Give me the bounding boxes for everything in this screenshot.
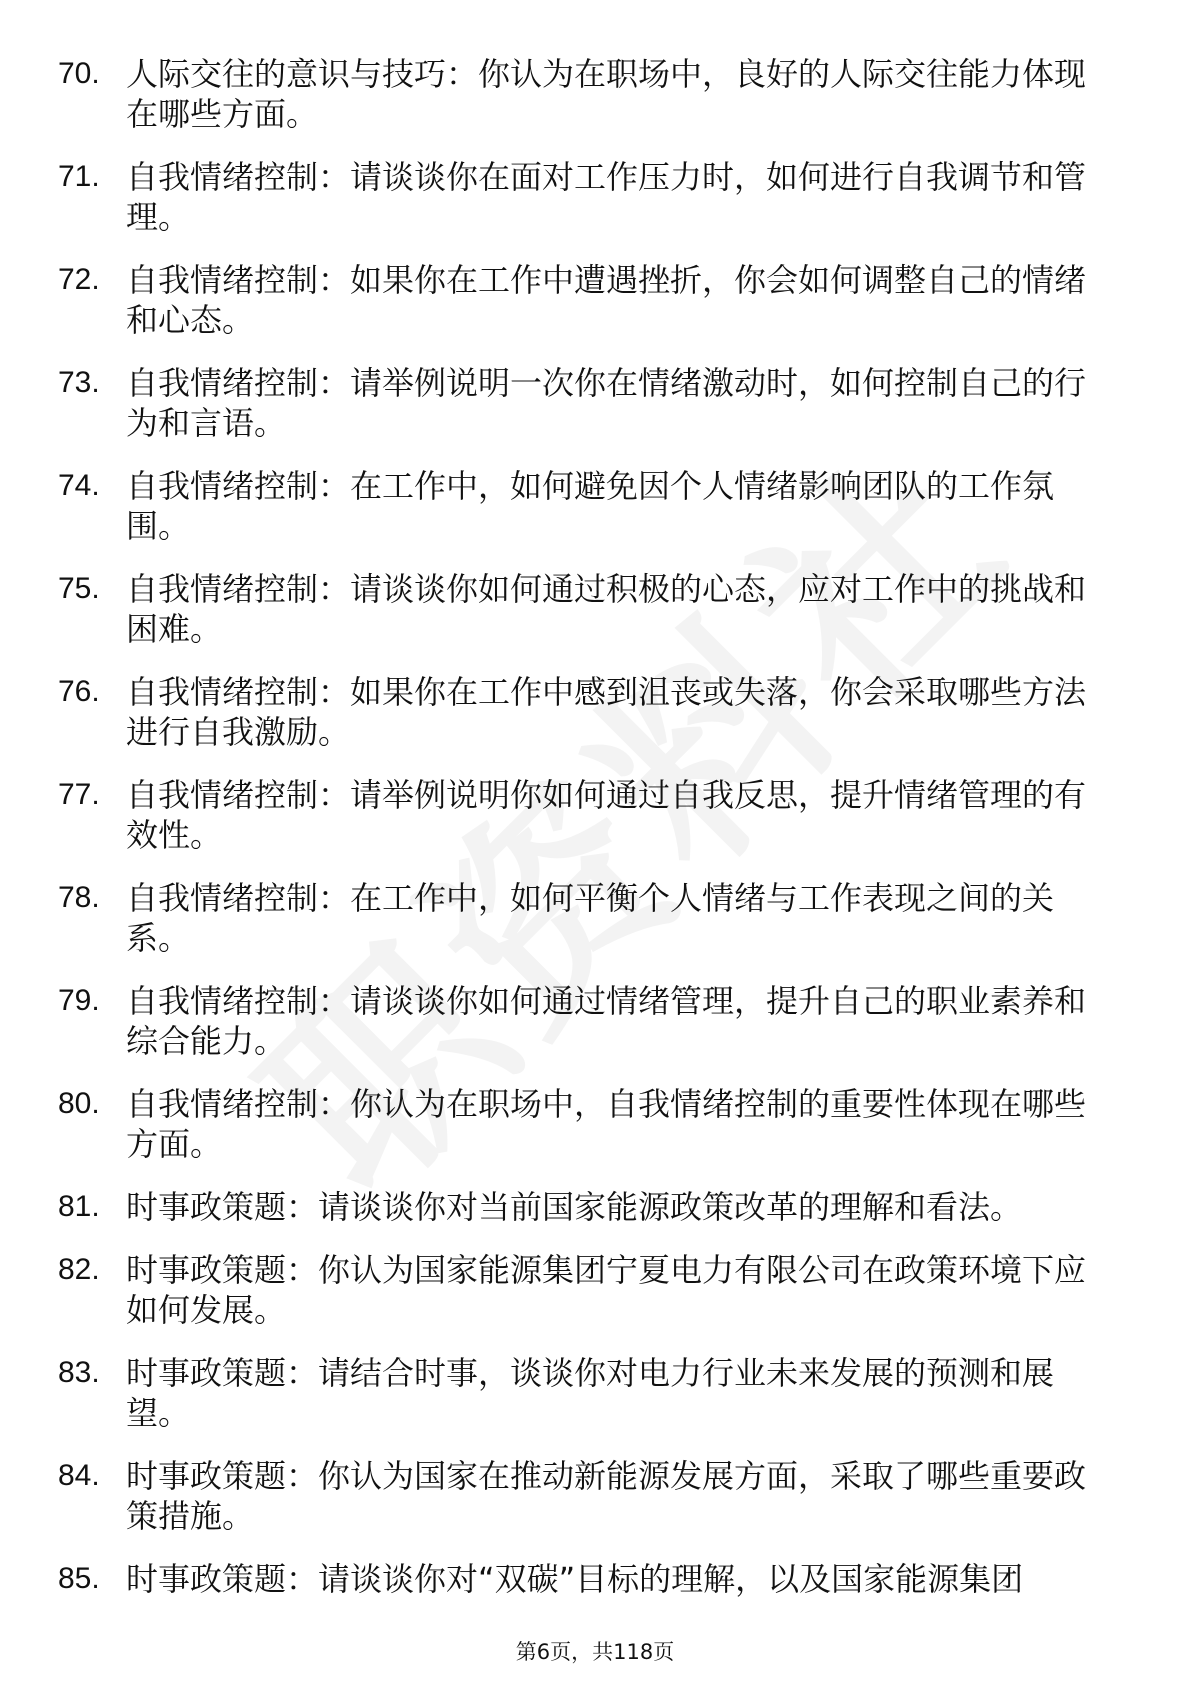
question-number: 82. [58, 1253, 100, 1286]
question-text: 自我情绪控制：请举例说明你如何通过自我反思，提升情绪管理的有效性。 [126, 776, 1087, 854]
question-item-73 [58, 363, 1118, 466]
question-item-76 [58, 672, 1118, 775]
question-number: 80. [58, 1087, 100, 1120]
question-number: 74. [58, 469, 100, 502]
question-text: 时事政策题：你认为国家在推动新能源发展方面，采取了哪些重要政策措施。 [126, 1457, 1087, 1535]
question-item-82 [58, 1250, 1118, 1353]
question-item-79 [58, 981, 1118, 1084]
question-text: 自我情绪控制：请谈谈你如何通过积极的心态，应对工作中的挑战和困难。 [126, 570, 1087, 648]
question-item-80 [58, 1084, 1118, 1187]
question-number: 71. [58, 160, 100, 193]
question-number: 81. [58, 1190, 100, 1223]
question-item-84 [58, 1456, 1118, 1559]
question-text: 自我情绪控制：请谈谈你如何通过情绪管理，提升自己的职业素养和综合能力。 [126, 982, 1087, 1060]
question-text: 自我情绪控制：在工作中，如何平衡个人情绪与工作表现之间的关系。 [126, 879, 1055, 957]
question-number: 85. [58, 1562, 100, 1595]
question-number: 79. [58, 984, 100, 1017]
question-item-71 [58, 157, 1118, 260]
question-text: 时事政策题：请结合时事，谈谈你对电力行业未来发展的预测和展望。 [126, 1354, 1055, 1432]
question-number: 70. [58, 57, 100, 90]
question-text: 自我情绪控制：你认为在职场中，自我情绪控制的重要性体现在哪些方面。 [126, 1085, 1087, 1163]
question-number: 72. [58, 263, 100, 296]
question-item-78 [58, 878, 1118, 981]
page-footer: 第6页，共118页 [515, 1640, 675, 1664]
question-text: 自我情绪控制：如果你在工作中遭遇挫折，你会如何调整自己的情绪和心态。 [126, 261, 1087, 339]
question-text: 自我情绪控制：如果你在工作中感到沮丧或失落，你会采取哪些方法进行自我激励。 [126, 673, 1087, 751]
question-item-70 [58, 54, 1118, 157]
question-text: 自我情绪控制：在工作中，如何避免因个人情绪影响团队的工作氛围。 [126, 467, 1055, 545]
question-text: 自我情绪控制：请谈谈你在面对工作压力时，如何进行自我调节和管理。 [126, 158, 1087, 236]
question-text: 时事政策题：请谈谈你对当前国家能源政策改革的理解和看法。 [126, 1188, 1023, 1226]
question-item-85 [58, 1559, 1118, 1622]
question-text: 人际交往的意识与技巧：你认为在职场中，良好的人际交往能力体现在哪些方面。 [126, 55, 1087, 133]
question-number: 84. [58, 1459, 100, 1492]
question-item-74 [58, 466, 1118, 569]
question-item-75 [58, 569, 1118, 672]
question-item-81 [58, 1187, 1118, 1250]
question-text: 自我情绪控制：请举例说明一次你在情绪激动时，如何控制自己的行为和言语。 [126, 364, 1087, 442]
question-text: 时事政策题：你认为国家能源集团宁夏电力有限公司在政策环境下应如何发展。 [126, 1251, 1087, 1329]
question-number: 83. [58, 1356, 100, 1389]
question-item-72 [58, 260, 1118, 363]
question-text: 时事政策题：请谈谈你对“双碳”目标的理解，以及国家能源集团 [126, 1560, 1024, 1598]
question-number: 77. [58, 778, 100, 811]
question-number: 76. [58, 675, 100, 708]
question-item-83 [58, 1353, 1118, 1456]
question-number: 78. [58, 881, 100, 914]
question-number: 73. [58, 366, 100, 399]
question-list [58, 54, 1118, 1622]
question-item-77 [58, 775, 1118, 878]
question-number: 75. [58, 572, 100, 605]
